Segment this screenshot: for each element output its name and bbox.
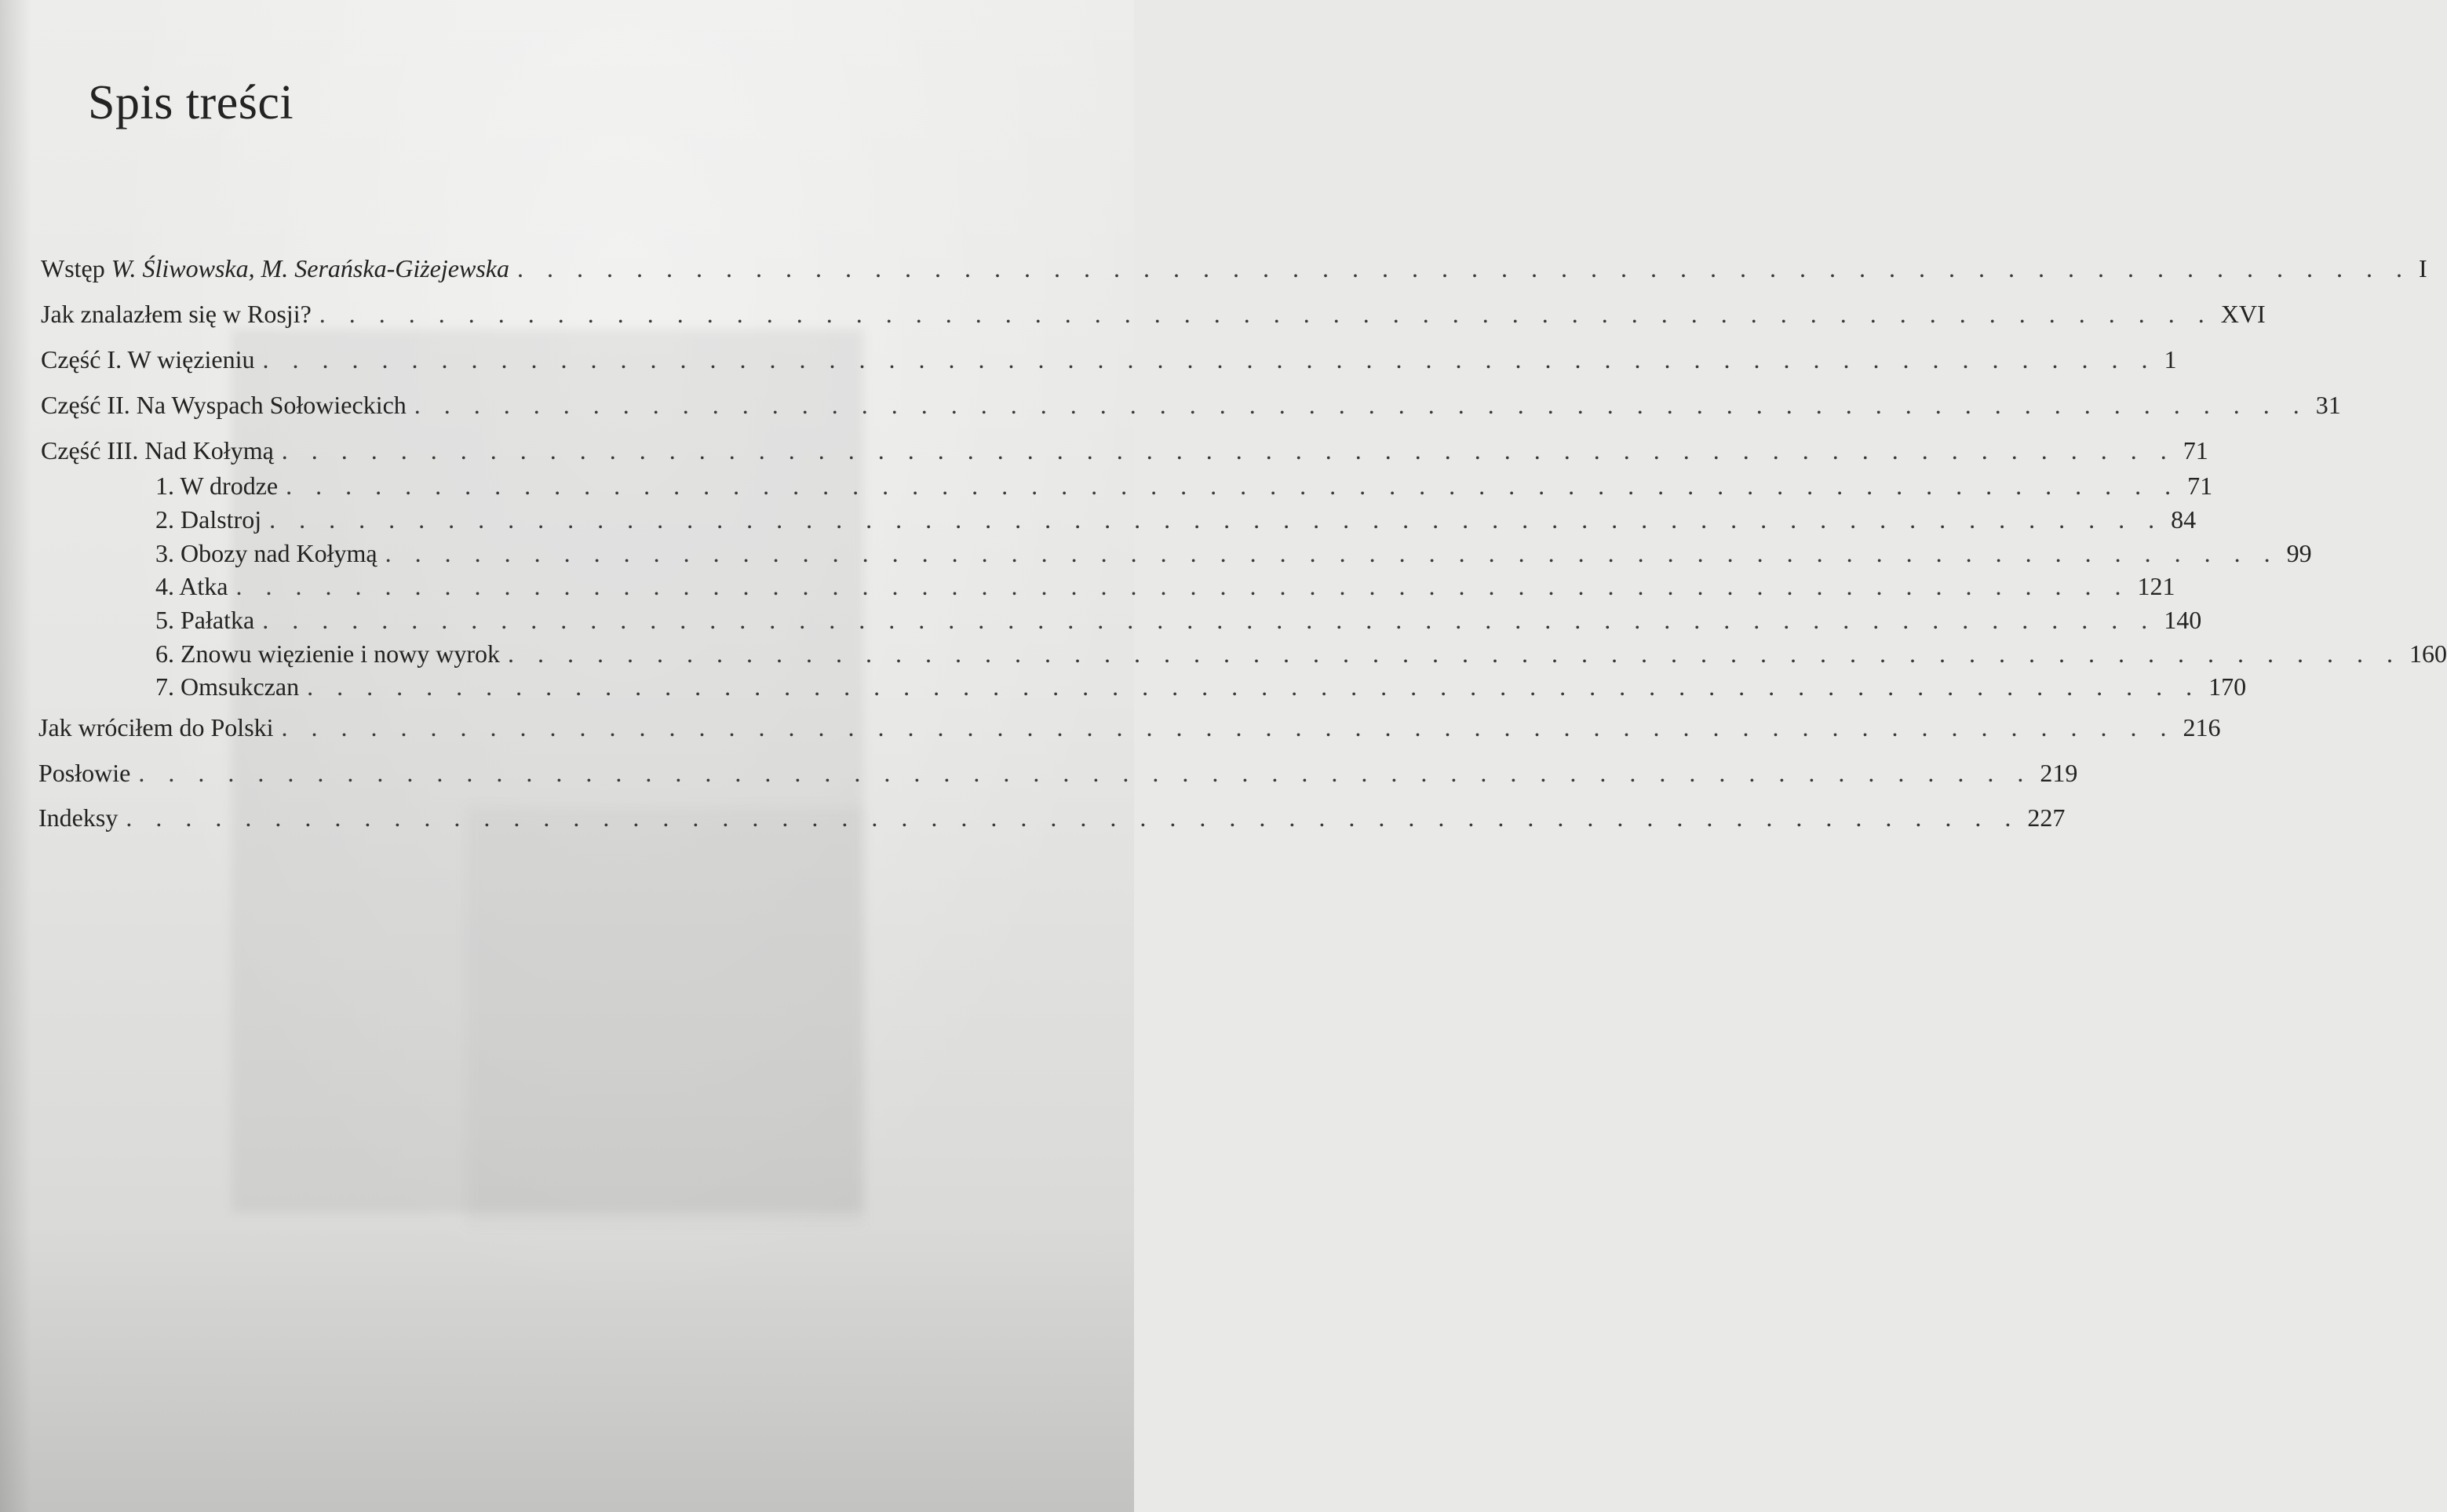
toc-entry-rosja [41,300,2266,328]
toc-entry-label: Indeksy [38,803,119,832]
toc-subentry-2 [155,505,2197,534]
toc-leader-dots: . . . . . . . . . . . . . . . . . . . . . . . . . . . . . . . . . . . . . . . . . . . . . . . . . . . . . . . . . . . . . . . . [262,345,2157,373]
toc-page-number: 227 [2027,803,2066,832]
toc-leader-dots: . . . . . . . . . . . . . . . . . . . . . . . . . . . . . . . . . . . . . . . . . . . . . . . . . . . . . . . . . . . . . . . . [262,606,2157,634]
toc-leader-dots: . . . . . . . . . . . . . . . . . . . . . . . . . . . . . . . . . . . . . . . . . . . . . . . . . . . . . . . . . . . . . . . . [286,472,2180,500]
toc-page-number: XVI [2220,300,2266,328]
toc-subentry-3 [155,539,2312,567]
toc-entry-czesc-3 [41,436,2208,465]
toc-page-number: 71 [2183,436,2208,465]
toc-entry-czesc-1 [41,345,2177,373]
page-title: Spis treści [88,76,294,129]
toc-entry-label: 3. Obozy nad Kołymą [155,539,377,567]
toc-entry-authors: W. Śliwowska, M. Serańska-Giżejewska [111,254,509,282]
toc-entry-label-plain: Wstęp [41,254,111,282]
toc-leader-dots: . . . . . . . . . . . . . . . . . . . . . . . . . . . . . . . . . . . . . . . . . . . . . . . . . . . . . . . . . . . . . . . . [269,505,2164,534]
toc-entry-label: 5. Pałatka [155,606,255,634]
toc-leader-dots: . . . . . . . . . . . . . . . . . . . . . . . . . . . . . . . . . . . . . . . . . . . . . . . . . . . . . . . . . . . . . . . . [126,803,2020,832]
toc-entry-label: 7. Omsukczan [155,672,300,701]
page-bottom-shadow [0,1224,1134,1512]
toc-leader-dots: . . . . . . . . . . . . . . . . . . . . . . . . . . . . . . . . . . . . . . . . . . . . . . . . . . . . . . . . . . . . . . . . [414,391,2308,419]
toc-leader-dots: . . . . . . . . . . . . . . . . . . . . . . . . . . . . . . . . . . . . . . . . . . . . . . . . . . . . . . . . . . . . . . . . [385,539,2279,567]
toc-leader-dots: . . . . . . . . . . . . . . . . . . . . . . . . . . . . . . . . . . . . . . . . . . . . . . . . . . . . . . . . . . . . . . . . [307,672,2201,701]
toc-page-number: 219 [2040,759,2078,787]
toc-leader-dots: . . . . . . . . . . . . . . . . . . . . . . . . . . . . . . . . . . . . . . . . . . . . . . . . . . . . . . . . . . . . . . . . [138,759,2033,787]
toc-page-number: 140 [2164,606,2202,634]
toc-leader-dots: . . . . . . . . . . . . . . . . . . . . . . . . . . . . . . . . . . . . . . . . . . . . . . . . . . . . . . . . . . . . . . . . [281,713,2175,741]
toc-entry-label: 1. W drodze [155,472,279,500]
toc-entry-czesc-2 [41,391,2341,419]
toc-entry-label [41,256,509,281]
toc-entry-label: Część II. Na Wyspach Sołowieckich [41,391,407,419]
toc-entry-label: Część I. W więzieniu [41,345,255,373]
toc-entry-indeksy [38,803,2066,832]
toc-leader-dots: . . . . . . . . . . . . . . . . . . . . . . . . . . . . . . . . . . . . . . . . . . . . . . . . . . . . . . . . . . . . . . . . [319,300,2213,328]
toc-entry-label: 4. Atka [155,572,228,600]
toc-entry-poslowie [38,759,2078,787]
toc-entry-label: Część III. Nad Kołymą [41,436,274,465]
toc-page-number: 170 [2208,672,2247,701]
toc-subentry-4 [155,572,2175,600]
toc-leader-dots: . . . . . . . . . . . . . . . . . . . . . . . . . . . . . . . . . . . . . . . . . . . . . . . . . . . . . . . . . . . . . . . . [235,572,2130,600]
toc-page-number: 1 [2164,345,2177,373]
toc-page-number: 121 [2137,572,2175,600]
toc-page-number: 160 [2409,639,2447,668]
toc-subentry-1 [155,472,2213,500]
toc-entry-label: Posłowie [38,759,131,787]
toc-subentry-6 [155,639,2447,668]
toc-leader-dots: . . . . . . . . . . . . . . . . . . . . . . . . . . . . . . . . . . . . . . . . . . . . . . . . . . . . . . . . . . . . . . . . [281,436,2175,465]
toc-entry-label: 2. Dalstroj [155,505,262,534]
toc-entry-powrot [38,713,2221,741]
toc-page-number: 216 [2183,713,2221,741]
toc-entry-label: 6. Znowu więzienie i nowy wyrok [155,639,501,668]
toc-page-number: 31 [2315,391,2341,419]
toc-entry-label: Jak znalazłem się w Rosji? [41,300,312,328]
toc-page-number: 99 [2286,539,2312,567]
show-through-illustration-lower [467,808,863,1224]
toc-leader-dots: . . . . . . . . . . . . . . . . . . . . . . . . . . . . . . . . . . . . . . . . . . . . . . . . . . . . . . . . . . . . . . . . [508,639,2402,668]
toc-entry-wstep [41,254,2427,282]
toc-page-number: 71 [2187,472,2213,500]
toc-subentry-7 [155,672,2247,701]
toc-page-number: I [2418,254,2427,282]
toc-leader-dots: . . . . . . . . . . . . . . . . . . . . . . . . . . . . . . . . . . . . . . . . . . . . . . . . . . . . . . . . . . . . . . . . [516,254,2411,282]
toc-entry-label: Jak wróciłem do Polski [38,713,274,741]
toc-page-number: 84 [2171,505,2197,534]
toc-subentry-5 [155,606,2202,634]
